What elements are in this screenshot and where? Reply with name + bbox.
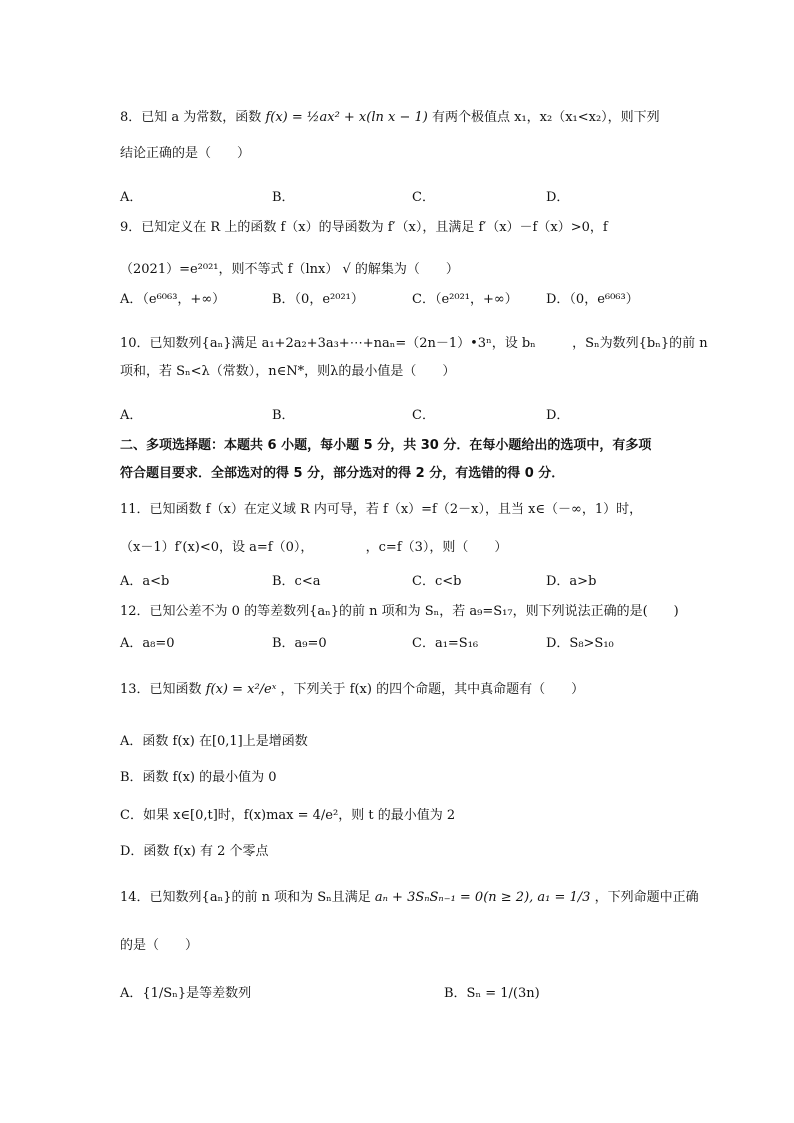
q9-option-b[interactable]: B．（0，e²⁰²¹）	[272, 292, 364, 307]
q10-text-suffix: ，Sₙ为数列{bₙ}的前 n	[572, 336, 708, 351]
q10-line1	[120, 336, 708, 352]
q14-text-prefix: 14．已知数列{aₙ}的前 n 项和为 Sₙ且满足	[120, 890, 371, 905]
q8-option-d[interactable]: D．	[546, 190, 570, 205]
q12-option-c[interactable]: C．a₁=S₁₆	[412, 636, 479, 651]
q12-option-a[interactable]: A．a₈=0	[120, 636, 175, 651]
section2-heading-line1: 二、多项选择题：本题共 6 小题，每小题 5 分，共 30 分．在每小题给出的选项中，有多项	[120, 438, 652, 453]
sqrt-icon: √	[342, 262, 351, 277]
q11-line2	[120, 540, 507, 556]
q12-option-b[interactable]: B．a₉=0	[272, 636, 327, 651]
q13-formula: f(x) = x²/eˣ	[205, 682, 277, 697]
q14-formula: aₙ + 3SₙSₙ₋₁ = 0(n ≥ 2), a₁ = 1/3	[374, 890, 591, 905]
q11-line1: 11．已知函数 f（x）在定义域 R 内可导，若 f（x）=f（2－x），且当 x∈（－∞，1）时，	[120, 502, 643, 517]
q8-option-a[interactable]: A．	[120, 190, 143, 205]
q9-text-prefix: （2021）=e²⁰²¹，则不等式 f（	[120, 262, 306, 277]
q9-text-mid: lnx）	[305, 262, 339, 277]
q13-text-prefix: 13．已知函数	[120, 682, 202, 697]
q8-option-c[interactable]: C．	[412, 190, 435, 205]
q8-formula: f(x) = ½ax² + x(ln x − 1)	[265, 110, 428, 125]
q10-option-d[interactable]: D．	[546, 408, 570, 423]
q14-line2: 的是（ ）	[120, 938, 199, 953]
q9-option-a[interactable]: A．（e⁶⁰⁶³，+∞）	[120, 292, 226, 307]
q10-option-b[interactable]: B．	[272, 408, 295, 423]
q14-line1	[120, 890, 699, 906]
q11-option-b[interactable]: B．c<a	[272, 574, 321, 589]
q13-option-c[interactable]: C．如果 x∈[0,t]时，f(x)max = 4/e²，则 t 的最小值为 2	[120, 808, 456, 823]
q11-option-d[interactable]: D．a>b	[546, 574, 597, 589]
q10-text-prefix: 10．已知数列{aₙ}满足 a₁+2a₂+3a₃+⋯+naₙ=（2n－1）•3ⁿ，设 bₙ	[120, 336, 536, 351]
q14-option-b[interactable]: B．Sₙ = 1/(3n)	[444, 986, 540, 1001]
q9-option-d[interactable]: D．（0，e⁶⁰⁶³）	[546, 292, 639, 307]
q11-text-suffix: ，c=f（3），则（ ）	[365, 540, 508, 555]
q13-option-a[interactable]: A．函数 f(x) 在[0,1]上是增函数	[120, 734, 308, 749]
q10-line2: 项和，若 Sₙ<λ（常数），n∈N*，则λ的最小值是（ ）	[120, 364, 456, 379]
q9-text-suffix: 的解集为（ ）	[354, 262, 459, 277]
q8-text-prefix: 8．已知 a 为常数，函数	[120, 110, 262, 125]
q11-text-prefix: （x－1）f′(x)<0，设 a=f（0），	[120, 540, 314, 555]
q12-option-d[interactable]: D．S₈>S₁₀	[546, 636, 614, 651]
q11-option-a[interactable]: A．a<b	[120, 574, 170, 589]
q13-line1	[120, 682, 584, 698]
q13-option-b[interactable]: B．函数 f(x) 的最小值为 0	[120, 770, 277, 785]
q13-text-suffix: ，下列关于 f(x) 的四个命题，其中真命题有（ ）	[280, 682, 585, 697]
q8-line1	[120, 110, 660, 126]
q13-option-d[interactable]: D．函数 f(x) 有 2 个零点	[120, 844, 269, 859]
q12-line1: 12．已知公差不为 0 的等差数列{aₙ}的前 n 项和为 Sₙ，若 a₉=S₁₇，则下列说法正确的是( )	[120, 604, 679, 619]
q9-line2	[120, 262, 459, 278]
q9-option-c[interactable]: C．（e²⁰²¹，+∞）	[412, 292, 518, 307]
q11-option-c[interactable]: C．c<b	[412, 574, 462, 589]
q14-text-suffix: ，下列命题中正确	[594, 890, 699, 905]
q9-line1: 9．已知定义在 R 上的函数 f（x）的导函数为 f′（x），且满足 f′（x）－f（x）>0，f	[120, 220, 608, 235]
q10-option-c[interactable]: C．	[412, 408, 435, 423]
q14-option-a[interactable]: A．{1/Sₙ}是等差数列	[120, 986, 252, 1001]
section2-heading-line2: 符合题目要求．全部选对的得 5 分，部分选对的得 2 分，有选错的得 0 分．	[120, 466, 565, 481]
q8-line2: 结论正确的是（ ）	[120, 146, 251, 161]
q8-text-suffix: 有两个极值点 x₁，x₂（x₁<x₂），则下列	[431, 110, 660, 125]
q8-option-b[interactable]: B．	[272, 190, 295, 205]
q10-option-a[interactable]: A．	[120, 408, 143, 423]
